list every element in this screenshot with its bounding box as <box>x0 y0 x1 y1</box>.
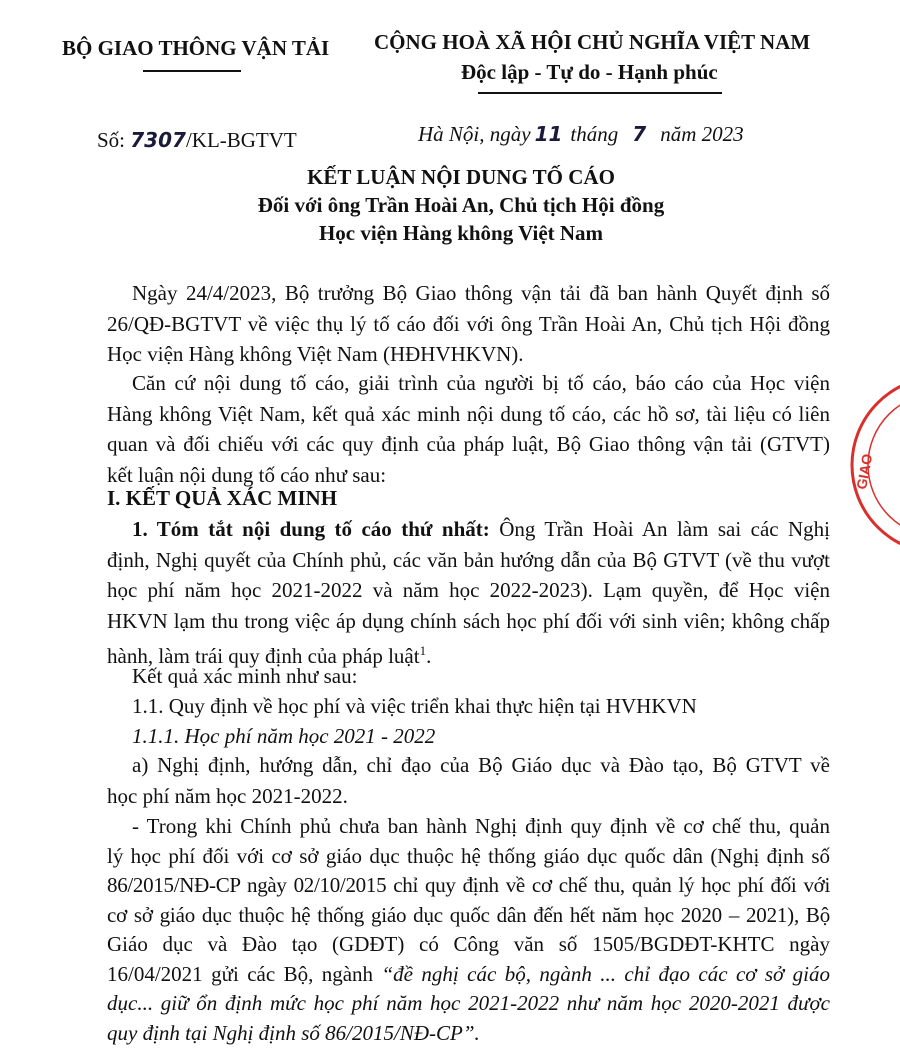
date-month-label: tháng <box>570 122 619 146</box>
paragraph-line: Hàng không Việt Nam, kết quả xác minh nội dung tố cáo, các hồ sơ, tài liệu có liên <box>107 401 830 426</box>
paragraph-line: định, Nghị quyết của Chính phủ, các văn bản hướng dẫn của Bộ GTVT (về thu vượt <box>107 547 830 572</box>
paragraph-line: lý học phí đối với cơ sở giáo dục thuộc hệ thống giáo dục quốc dân (Nghị định số <box>107 843 830 868</box>
handwritten-number: 7307 <box>130 128 186 152</box>
paragraph-line: quan và đối chiếu với các quy định của pháp luật, Bộ Giao thông vận tải (GTVT) <box>107 432 830 456</box>
motto-underline <box>478 92 722 94</box>
section-heading: I. KẾT QUẢ XÁC MINH <box>107 486 338 510</box>
paragraph-line: 26/QĐ-BGTVT về việc thụ lý tố cáo đối với ông Trần Hoài An, Chủ tịch Hội đồng <box>107 311 830 336</box>
agency-name: BỘ GIAO THÔNG VẬN TẢI <box>62 36 330 60</box>
nation-name: CỘNG HOÀ XÃ HỘI CHỦ NGHĨA VIỆT NAM <box>374 30 811 54</box>
heading-1-1-1: 1.1.1. Học phí năm học 2021 - 2022 <box>132 724 436 748</box>
paragraph-line: cơ sở giáo dục thuộc hệ thống giáo dục quốc dân đến hết năm học 2020 – 2021), Bộ <box>107 902 830 927</box>
paragraph-line: dục... giữ ổn định mức học phí năm học 2021-2022 như năm học 2020-2021 được <box>107 991 830 1015</box>
paragraph-line: Ngày 24/4/2023, Bộ trưởng Bộ Giao thông vận tải đã ban hành Quyết định số <box>132 281 830 305</box>
document-date <box>418 122 744 147</box>
number-prefix: Số: <box>97 128 131 152</box>
paragraph-line: hành, làm trái quy định của pháp luật$^1$. <box>107 643 432 668</box>
agency-underline <box>143 70 241 72</box>
footnote-marker: 1 <box>419 643 427 658</box>
quoted-text: “đề nghị các bộ, ngành ... chỉ đạo các cơ sở giáo <box>381 961 831 986</box>
paragraph-decree <box>107 812 830 1048</box>
handwritten-month: 7 <box>632 122 647 146</box>
paragraph-line: 16/04/2021 gửi các Bộ, ngành “đề nghị các bộ, ngành ... chỉ đạo các cơ sở giáo <box>107 961 831 986</box>
paragraph-line: học phí năm học 2021-2022. <box>107 783 348 808</box>
paragraph-line: quy định tại Nghị định số 86/2015/NĐ-CP”. <box>107 1020 480 1045</box>
paragraph-line: a) Nghị định, hướng dẫn, chỉ đạo của Bộ Giáo dục và Đào tạo, Bộ GTVT về <box>132 753 830 777</box>
document-number <box>97 128 297 153</box>
paragraph-line: Học viện Hàng không Việt Nam (HĐHVHKVN). <box>107 342 524 366</box>
heading-1-1: 1.1. Quy định về học phí và việc triển khai thực hiện tại HVHKVN <box>132 694 697 718</box>
paragraph-line: HKVN lạm thu trong việc áp dụng chính sách học phí đối với sinh viên; không chấp <box>107 608 830 633</box>
number-suffix: /KL-BGTVT <box>185 128 297 152</box>
verify-intro: Kết quả xác minh như sau: <box>132 664 358 688</box>
handwritten-day: 11 <box>534 122 563 146</box>
paragraph-line: kết luận nội dung tố cáo như sau: <box>107 462 387 487</box>
paragraph-line: 86/2015/NĐ-CP ngày 02/10/2015 chỉ quy định về cơ chế thu, quản lý học phí đối với <box>107 873 830 897</box>
paragraph-line: - Trong khi Chính phủ chưa ban hành Nghị định quy định về cơ chế thu, quản <box>132 814 830 838</box>
official-stamp <box>840 370 900 560</box>
paragraph-2 <box>107 368 830 490</box>
date-year: năm 2023 <box>660 122 744 146</box>
paragraph-a <box>107 750 830 811</box>
summary-paragraph <box>107 514 830 672</box>
paragraph-line: học phí năm học 2021-2022 và năm học 2022-2023). Lạm quyền, để Học viện <box>107 578 830 602</box>
date-prefix: Hà Nội, ngày <box>418 122 531 146</box>
document-title: KẾT LUẬN NỘI DUNG TỐ CÁO <box>307 165 615 189</box>
paragraph-line: Giáo dục và Đào tạo (GDĐT) có Công văn số 1505/BGDĐT-KHTC ngày <box>107 932 830 956</box>
stamp-text: GIAO <box>853 452 876 491</box>
paragraph-line: 1. Tóm tắt nội dung tố cáo thứ nhất: Ông Trần Hoài An làm sai các Nghị <box>132 517 831 541</box>
document-subtitle-line2: Học viện Hàng không Việt Nam <box>318 221 604 245</box>
document-subtitle-line1: Đối với ông Trần Hoài An, Chủ tịch Hội đồng <box>257 193 665 217</box>
paragraph-line: Căn cứ nội dung tố cáo, giải trình của người bị tố cáo, báo cáo của Học viện <box>132 371 830 395</box>
national-motto: Độc lập - Tự do - Hạnh phúc <box>461 60 718 84</box>
summary-heading: 1. Tóm tắt nội dung tố cáo thứ nhất: <box>132 517 490 541</box>
paragraph-1 <box>107 278 830 370</box>
